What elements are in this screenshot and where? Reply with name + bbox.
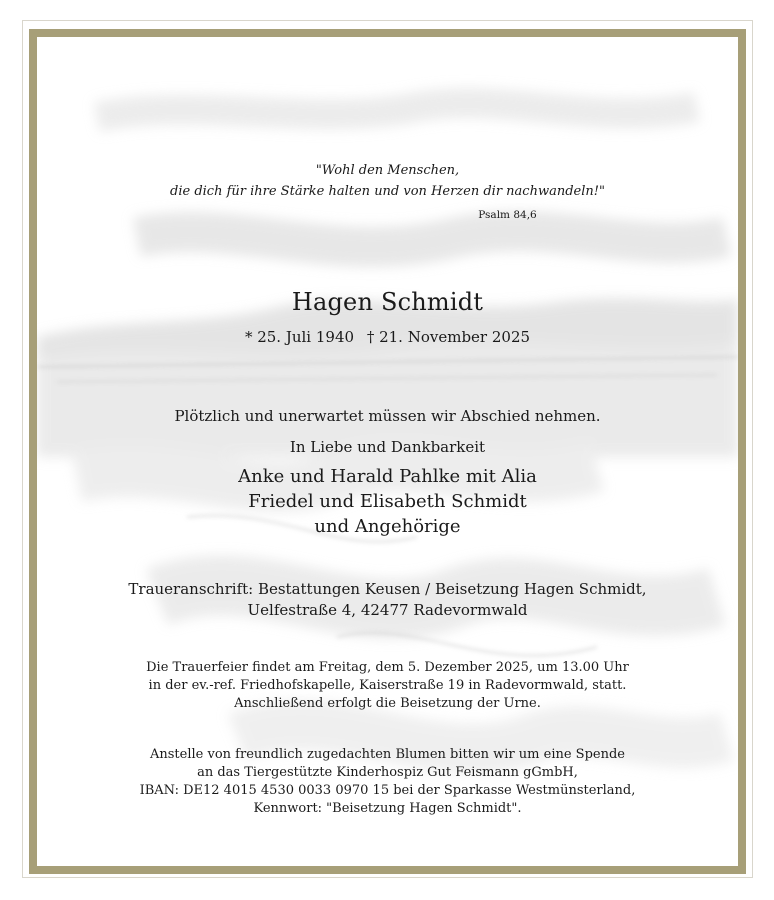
- birth-date: * 25. Juli 1940: [244, 328, 355, 346]
- notice-frame: [29, 29, 746, 874]
- mourner-line: Anke und Harald Pahlke mit Alia: [238, 466, 537, 487]
- mourner-line: und Angehörige: [314, 516, 461, 537]
- donation-line: Anstelle von freundlich zugedachten Blumen bitten wir um eine Spende: [150, 747, 625, 762]
- address-line: Uelfestraße 4, 42477 Radevormwald: [247, 601, 528, 619]
- ceremony-line: in der ev.-ref. Friedhofskapelle, Kaiserstraße 19 in Radevormwald, statt.: [148, 678, 627, 693]
- quote-line-2: die dich für ihre Stärke halten und von Herzen dir nachwandeln!": [170, 184, 605, 199]
- address-line: Traueranschrift: Bestattungen Keusen / Beisetzung Hagen Schmidt,: [128, 580, 647, 598]
- death-date: † 21. November 2025: [366, 328, 531, 346]
- mourner-line: Friedel und Elisabeth Schmidt: [248, 491, 527, 512]
- quote-source: Psalm 84,6: [478, 209, 537, 221]
- ceremony-line: Die Trauerfeier findet am Freitag, dem 5. Dezember 2025, um 13.00 Uhr: [146, 660, 629, 675]
- life-dates: [37, 328, 738, 346]
- ceremony-line: Anschließend erfolgt die Beisetzung der Urne.: [234, 696, 541, 711]
- donation-line: an das Tiergestützte Kinderhospiz Gut Feismann gGmbH,: [197, 765, 578, 780]
- notice-content: [37, 37, 738, 866]
- deceased-name: Hagen Schmidt: [291, 288, 484, 316]
- in-love-text: In Liebe und Dankbarkeit: [289, 438, 486, 456]
- quote-line-1: "Wohl den Menschen,: [315, 163, 460, 178]
- announcement-text: Plötzlich und unerwartet müssen wir Abschied nehmen.: [174, 407, 601, 425]
- donation-line: Kennwort: "Beisetzung Hagen Schmidt".: [253, 801, 522, 816]
- donation-line: IBAN: DE12 4015 4530 0033 0970 15 bei der Sparkasse Westmünsterland,: [139, 783, 636, 798]
